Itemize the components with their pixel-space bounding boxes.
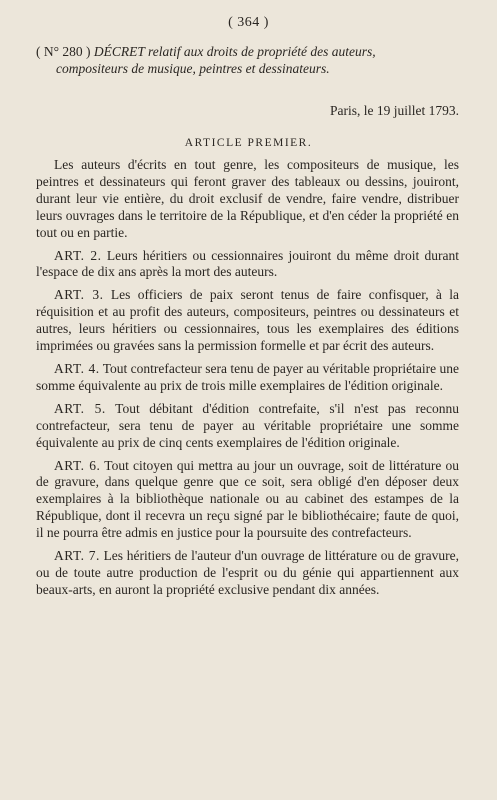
decree-heading: [36, 43, 459, 77]
article-paragraph: [36, 401, 459, 452]
article-paragraph: [36, 361, 459, 395]
article-text: Les officiers de paix seront tenus de faire confisquer, à la réquisition et au profit des auteurs, compositeurs, peintres ou dessinateurs et autres, leurs héritiers ou cessionnaires, tous les exemplaires des éditions imprimées ou gravées sans la permission formelle et par écrit des auteurs.: [36, 287, 459, 354]
article-label: ART. 7.: [54, 548, 100, 564]
article-paragraph: [36, 287, 459, 355]
page-number: ( 364 ): [228, 15, 269, 30]
article-label: ART. 5.: [54, 400, 106, 416]
decree-number: ( N° 280 ): [36, 44, 91, 59]
article-text: Leurs héritiers ou cessionnaires jouiront du même droit durant l'espace de dix ans après la mort des auteurs.: [36, 247, 460, 280]
article-label: ART. 3.: [54, 287, 104, 303]
article-text: Les héritiers de l'auteur d'un ouvrage de littérature ou de gravure, ou de toute autre production de l'esprit ou du génie qui appartiennent aux beaux-arts, en auront la propriété exclusive pendant dix années.: [36, 548, 459, 597]
article-text: Tout débitant d'édition contrefaite, s'il n'est pas reconnu contrefacteur, sera tenu de payer au véritable propriétaire une somme équivalente au prix de cinq cents exemplaires de l'édition originale.: [36, 400, 459, 450]
decree-title-line2: compositeurs de musique, peintres et dessinateurs.: [56, 61, 330, 76]
article-text: Tout contrefacteur sera tenu de payer au véritable propriétaire une somme équivalente au prix de trois mille exemplaires de l'édition originale.: [36, 360, 460, 393]
date-line: Paris, le 19 juillet 1793.: [330, 103, 459, 118]
article-label: ART. 6.: [54, 457, 101, 473]
articles-list: [36, 157, 459, 605]
decree-title-line1: DÉCRET relatif aux droits de propriété des auteurs,: [93, 44, 376, 59]
article-label: ART. 2.: [54, 247, 102, 263]
article-paragraph: [36, 548, 459, 599]
article-label: ART. 4.: [54, 360, 100, 376]
article-paragraph: [36, 458, 459, 543]
article-paragraph: [36, 248, 459, 282]
article-paragraph: [36, 157, 459, 242]
article-text: Les auteurs d'écrits en tout genre, les compositeurs de musique, les peintres et dessinateurs qui feront graver des tableaux ou dessins, jouiront, durant leur vie entière, du droit exclusif de vendre, faire vendre, distribuer leurs ouvrages dans le territoire de la République, et d'en céder la propriété en tout ou en partie.: [36, 157, 459, 240]
article-title: ARTICLE PREMIER.: [184, 137, 313, 149]
article-text: Tout citoyen qui mettra au jour un ouvrage, soit de littérature ou de gravure, dans quelque genre que ce soit, sera obligé d'en déposer deux exemplaires à la bibliothèque nationale ou au cabinet des estampes de la République, dont il recevra un reçu signé par le bibliothécaire; faute de quoi, il ne pourra être admis en justice pour la poursuite des contrefacteurs.: [36, 457, 460, 541]
